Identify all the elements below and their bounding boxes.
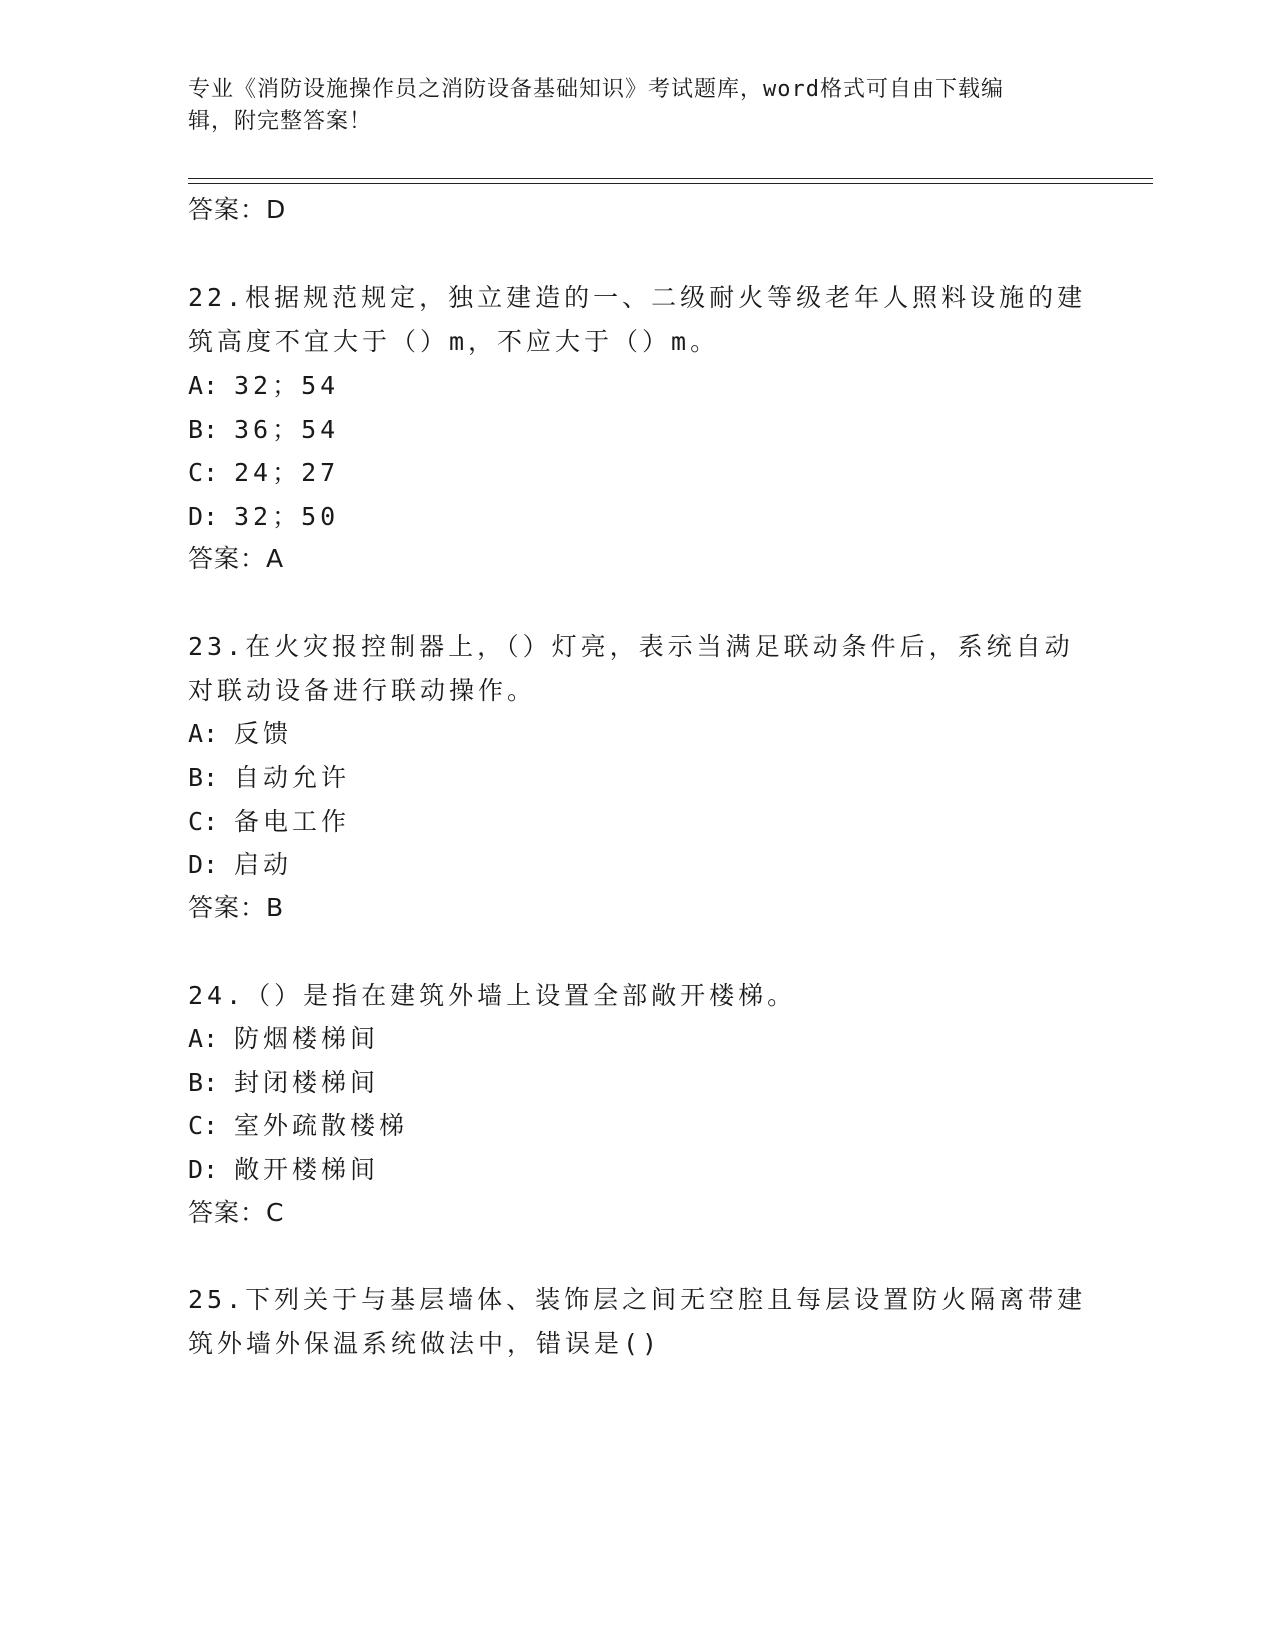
option-letter: A: [188,371,219,400]
option-text: 自动允许 [234,763,351,792]
option-letter: B: [188,763,219,792]
question-23-option-d [188,849,292,881]
question-22-option-d [188,501,339,533]
option-letter: D: [188,502,219,531]
question-25-line-1: 25.下列关于与基层墙体、装饰层之间无空腔且每层设置防火隔离带建 [188,1285,1087,1314]
option-text: 24；27 [234,458,340,487]
option-text: 室外疏散楼梯 [234,1111,409,1140]
question-22-line-1: 22.根据规范规定，独立建造的一、二级耐火等级老年人照料设施的建 [188,283,1087,312]
option-letter: C: [188,1111,219,1140]
question-24-option-c [188,1110,408,1142]
question-22-answer: 答案：A [188,544,285,573]
option-text: 36；54 [234,415,340,444]
option-letter: B: [188,1068,219,1097]
question-23-answer: 答案：B [188,893,285,922]
question-23-line-2: 对联动设备进行联动操作。 [188,676,537,705]
question-23-option-a [188,718,292,750]
question-25-line-2: 筑外墙外保温系统做法中，错误是() [188,1329,662,1358]
question-22-option-b [188,414,339,446]
option-letter: C: [188,458,219,487]
question-23-option-b [188,762,350,794]
question-22-option-a [188,370,339,402]
option-text: 备电工作 [234,807,351,836]
question-24-line-1: 24.（）是指在建筑外墙上设置全部敞开楼梯。 [188,981,797,1010]
answer-previous: 答案：D [188,195,287,224]
question-24-option-d [188,1154,379,1186]
option-letter: B: [188,415,219,444]
option-text: 反馈 [234,719,293,748]
question-22-line-2: 筑高度不宜大于（）m，不应大于（）m。 [188,327,720,356]
question-24-option-a [188,1023,379,1055]
option-letter: D: [188,850,219,879]
header-divider-top [188,178,1153,179]
option-text: 32；54 [234,371,340,400]
question-23-line-1: 23.在火灾报控制器上，（）灯亮，表示当满足联动条件后，系统自动 [188,632,1074,661]
option-text: 防烟楼梯间 [234,1024,380,1053]
header-divider-bottom [188,183,1153,184]
option-letter: A: [188,1024,219,1053]
option-text: 启动 [234,850,293,879]
header-line-2: 辑，附完整答案！ [188,109,373,134]
option-text: 敞开楼梯间 [234,1155,380,1184]
option-letter: D: [188,1155,219,1184]
question-24-answer: 答案：C [188,1198,285,1227]
option-text: 32；50 [234,502,340,531]
option-letter: C: [188,807,219,836]
page-header [188,74,1088,138]
header-line-1: 专业《消防设施操作员之消防设备基础知识》考试题库，word格式可自由下载编 [188,77,1004,102]
question-24-option-b [188,1067,379,1099]
option-letter: A: [188,719,219,748]
question-22-option-c [188,457,339,489]
option-text: 封闭楼梯间 [234,1068,380,1097]
question-23-option-c [188,806,350,838]
